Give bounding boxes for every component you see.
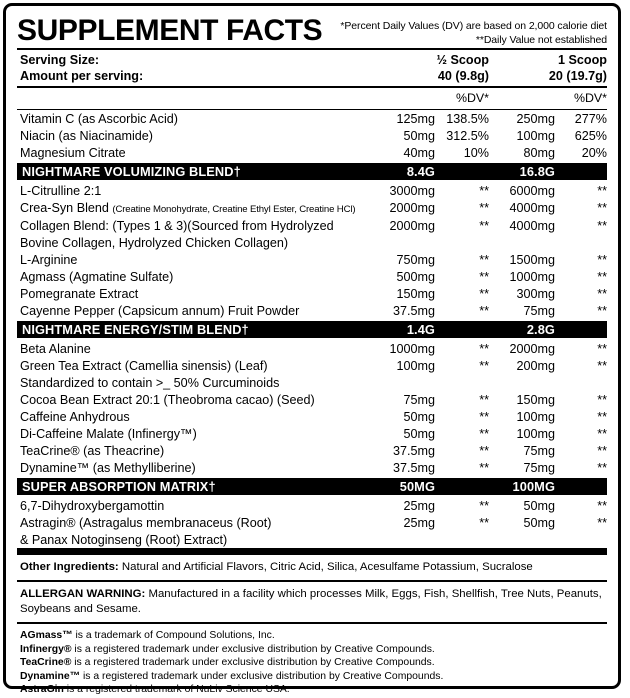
daily-value-disclaimer bbox=[340, 14, 607, 47]
panel-header bbox=[17, 6, 607, 48]
blend-0-item-2-continuation-text: Bovine Collagen, Hydrolyzed Chicken Collagen) bbox=[20, 235, 289, 250]
allergen-warning bbox=[17, 582, 607, 622]
blend-1-item-2-amount-b: 150mg bbox=[516, 392, 555, 407]
blend-0-item-3-name: L-Arginine bbox=[20, 252, 78, 267]
blend-1-item-1-continuation bbox=[17, 374, 607, 391]
blend-1-item-3-dv-a: ** bbox=[479, 409, 489, 424]
disclaimer-line-2: **Daily Value not established bbox=[475, 33, 607, 46]
blend-0-item-3-amount-b: 1500mg bbox=[509, 252, 555, 267]
nutrient-row-2-amount-a: 40mg bbox=[403, 145, 435, 160]
blend-0-item-2-amount-b: 4000mg bbox=[509, 218, 555, 233]
blend-total-b-2: 100MG bbox=[512, 479, 555, 494]
blend-2-item-0 bbox=[17, 497, 607, 514]
nutrient-row-1-amount-a: 50mg bbox=[403, 128, 435, 143]
blend-0-item-2-continuation bbox=[17, 234, 607, 251]
blend-0-item-6 bbox=[17, 302, 607, 319]
blend-2-item-0-dv-a: ** bbox=[479, 498, 489, 513]
blend-1-item-6-name: Dynamine™ (as Methylliberine) bbox=[20, 460, 196, 475]
blend-1-item-5-name: TeaCrine® (as Theacrine) bbox=[20, 443, 165, 458]
blend-0-item-4 bbox=[17, 268, 607, 285]
blend-0-item-6-amount-a: 37.5mg bbox=[392, 303, 435, 318]
nutrient-row-0-dv-a: 138.5% bbox=[446, 111, 489, 126]
dv-header-a: %DV* bbox=[455, 91, 489, 105]
blend-total-a-2: 50MG bbox=[399, 479, 435, 494]
allergen-warning-text: Manufactured in a facility which processes Milk, Eggs, Fish, Shellfish, Tree Nuts, Peanuts, Soybeans and Sesame. bbox=[20, 588, 602, 615]
trademark-name-3: Dynamine™ bbox=[20, 670, 81, 682]
blend-0-item-0-dv-b: ** bbox=[597, 183, 607, 198]
nutrient-row-1-name: Niacin (as Niacinamide) bbox=[20, 128, 153, 143]
blend-total-b-0: 16.8G bbox=[519, 164, 555, 179]
blend-title-1: NIGHTMARE ENERGY/STIM BLEND† bbox=[22, 322, 249, 337]
dv-header-b: %DV* bbox=[573, 91, 607, 105]
blend-0-item-1-name: Crea-Syn Blend (Creatine Monohydrate, Creatine Ethyl Ester, Creatine HCl) bbox=[20, 200, 356, 215]
trademark-text-0: is a trademark of Compound Solutions, Inc. bbox=[72, 630, 275, 641]
blend-0-item-2-dv-a: ** bbox=[479, 218, 489, 233]
serving-col-a-size: ½ Scoop bbox=[436, 53, 489, 67]
trademark-name-4: AstraGin bbox=[20, 684, 64, 696]
blend-1-item-6-amount-a: 37.5mg bbox=[392, 460, 435, 475]
blend-total-a-1: 1.4G bbox=[406, 322, 435, 337]
blend-0-item-0-amount-a: 3000mg bbox=[389, 183, 435, 198]
blend-1-item-4-name: Di-Caffeine Malate (Infinergy™) bbox=[20, 426, 197, 441]
blend-0-item-4-amount-b: 1000mg bbox=[509, 269, 555, 284]
blend-header-0 bbox=[17, 163, 607, 180]
blend-0-item-1-dv-a: ** bbox=[479, 200, 489, 215]
blend-0-item-3 bbox=[17, 251, 607, 268]
trademark-notice-0 bbox=[20, 629, 605, 643]
blend-2-item-0-amount-b: 50mg bbox=[523, 498, 555, 513]
trademark-text-1: is a registered trademark under exclusive distribution by Creative Compounds. bbox=[71, 643, 435, 655]
blend-0-item-4-name: Agmass (Agmatine Sulfate) bbox=[20, 269, 174, 284]
blend-1-item-2-amount-a: 75mg bbox=[403, 392, 435, 407]
blend-title-0: NIGHTMARE VOLUMIZING BLEND† bbox=[22, 164, 241, 179]
nutrient-row-0-amount-a: 125mg bbox=[396, 111, 435, 126]
blend-1-item-5 bbox=[17, 442, 607, 459]
blend-1-item-6-amount-b: 75mg bbox=[523, 460, 555, 475]
blend-1-item-3 bbox=[17, 408, 607, 425]
blend-0-item-3-amount-a: 750mg bbox=[396, 252, 435, 267]
blend-1-item-3-dv-b: ** bbox=[597, 409, 607, 424]
blend-1-item-3-amount-a: 50mg bbox=[403, 409, 435, 424]
blend-1-item-5-dv-a: ** bbox=[479, 443, 489, 458]
blend-0-item-5-dv-a: ** bbox=[479, 286, 489, 301]
blend-header-2 bbox=[17, 478, 607, 495]
blend-0-item-5-amount-b: 300mg bbox=[516, 286, 555, 301]
trademark-notice-3 bbox=[20, 670, 605, 684]
nutrient-row-0-name: Vitamin C (as Ascorbic Acid) bbox=[20, 111, 178, 126]
blend-1-item-0-amount-a: 1000mg bbox=[389, 341, 435, 356]
allergen-warning-label: ALLERGAN WARNING: bbox=[20, 588, 146, 600]
blend-1-item-1-continuation-text: Standardized to contain >_ 50% Curcuminoids bbox=[20, 375, 280, 390]
divider-thick-footer bbox=[17, 548, 607, 555]
trademark-notice-2 bbox=[20, 656, 605, 670]
blend-0-item-1-amount-a: 2000mg bbox=[389, 200, 435, 215]
blend-0-item-2-amount-a: 2000mg bbox=[389, 218, 435, 233]
nutrient-row-1-dv-a: 312.5% bbox=[446, 128, 489, 143]
blend-0-item-6-dv-b: ** bbox=[597, 303, 607, 318]
blend-1-item-5-amount-a: 37.5mg bbox=[392, 443, 435, 458]
blend-1-item-3-name: Caffeine Anhydrous bbox=[20, 409, 130, 424]
trademark-text-4: is a registered trademark of NuLiv Science USA. bbox=[63, 684, 290, 696]
blend-1-item-3-amount-b: 100mg bbox=[516, 409, 555, 424]
blend-1-item-4 bbox=[17, 425, 607, 442]
blend-0-item-6-amount-b: 75mg bbox=[523, 303, 555, 318]
blend-1-item-1-amount-a: 100mg bbox=[396, 358, 435, 373]
amount-per-serving-label: Amount per serving: bbox=[20, 68, 144, 83]
blend-2-item-0-dv-b: ** bbox=[597, 498, 607, 513]
other-ingredients bbox=[17, 555, 607, 580]
blend-2-item-1-continuation bbox=[17, 531, 607, 548]
blend-0-item-2-dv-b: ** bbox=[597, 218, 607, 233]
supplement-facts-panel bbox=[3, 3, 621, 696]
blend-0-item-0-dv-a: ** bbox=[479, 183, 489, 198]
blend-total-b-1: 2.8G bbox=[526, 322, 555, 337]
blend-1-item-5-amount-b: 75mg bbox=[523, 443, 555, 458]
blend-0-item-5 bbox=[17, 285, 607, 302]
blend-header-1 bbox=[17, 321, 607, 338]
blend-1-item-4-dv-b: ** bbox=[597, 426, 607, 441]
trademark-text-2: is a registered trademark under exclusive distribution by Creative Compounds. bbox=[71, 657, 435, 669]
trademark-text-3: is a registered trademark under exclusive distribution by Creative Compounds. bbox=[80, 670, 444, 682]
blend-1-item-1 bbox=[17, 357, 607, 374]
dv-header-row bbox=[17, 88, 607, 109]
blend-0-item-4-amount-a: 500mg bbox=[396, 269, 435, 284]
blend-1-item-5-dv-b: ** bbox=[597, 443, 607, 458]
nutrient-row-1 bbox=[17, 127, 607, 144]
blend-2-item-1-dv-a: ** bbox=[479, 515, 489, 530]
serving-size-label: Serving Size: bbox=[20, 53, 100, 67]
blend-2-item-1-amount-a: 25mg bbox=[403, 515, 435, 530]
blend-2-item-0-name: 6,7-Dihydroxybergamottin bbox=[20, 498, 165, 513]
blend-0-item-3-dv-b: ** bbox=[597, 252, 607, 267]
blend-0-item-1-amount-b: 4000mg bbox=[509, 200, 555, 215]
nutrient-row-2-amount-b: 80mg bbox=[523, 145, 555, 160]
blend-1-item-1-dv-b: ** bbox=[597, 358, 607, 373]
trademark-notice-4 bbox=[20, 683, 605, 697]
nutrient-row-0 bbox=[17, 110, 607, 127]
blend-0-item-4-dv-a: ** bbox=[479, 269, 489, 284]
blend-1-item-1-name: Green Tea Extract (Camellia sinensis) (Leaf) bbox=[20, 358, 268, 373]
blend-0-item-0-name: L-Citrulline 2:1 bbox=[20, 183, 102, 198]
blend-total-a-0: 8.4G bbox=[406, 164, 435, 179]
blend-1-item-6 bbox=[17, 459, 607, 476]
blend-1-item-0-name: Beta Alanine bbox=[20, 341, 91, 356]
blend-1-item-2-dv-b: ** bbox=[597, 392, 607, 407]
blend-0-item-0-amount-b: 6000mg bbox=[509, 183, 555, 198]
blend-1-item-4-amount-b: 100mg bbox=[516, 426, 555, 441]
blend-1-item-6-dv-a: ** bbox=[479, 460, 489, 475]
disclaimer-line-1: *Percent Daily Values (DV) are based on 2,000 calorie diet bbox=[340, 20, 607, 32]
nutrient-row-2 bbox=[17, 144, 607, 161]
page-title: SUPPLEMENT FACTS bbox=[17, 14, 323, 47]
nutrient-row-2-name: Magnesium Citrate bbox=[20, 145, 126, 160]
blend-2-item-0-amount-a: 25mg bbox=[403, 498, 435, 513]
blend-1-item-1-dv-a: ** bbox=[479, 358, 489, 373]
blend-2-item-1-continuation-text: & Panax Notoginseng (Root) Extract) bbox=[20, 532, 228, 547]
blend-0-item-5-dv-b: ** bbox=[597, 286, 607, 301]
blend-0-item-1-subtext: (Creatine Monohydrate, Creatine Ethyl Ester, Creatine HCl) bbox=[112, 203, 356, 215]
blend-1-item-0 bbox=[17, 340, 607, 357]
blend-0-item-3-dv-a: ** bbox=[479, 252, 489, 267]
blend-0-item-1-dv-b: ** bbox=[597, 200, 607, 215]
blend-1-item-4-dv-a: ** bbox=[479, 426, 489, 441]
trademark-notices bbox=[17, 624, 607, 697]
trademark-notice-1 bbox=[20, 643, 605, 657]
blend-title-2: SUPER ABSORPTION MATRIX† bbox=[22, 479, 216, 494]
blend-0-item-6-name: Cayenne Pepper (Capsicum annum) Fruit Powder bbox=[20, 303, 300, 318]
blend-0-item-2 bbox=[17, 217, 607, 234]
blend-0-item-5-amount-a: 150mg bbox=[396, 286, 435, 301]
blend-1-item-2-dv-a: ** bbox=[479, 392, 489, 407]
blend-2-item-1-name: Astragin® (Astragalus membranaceus (Root) bbox=[20, 515, 272, 530]
serving-col-a-count: 40 (9.8g) bbox=[437, 68, 489, 83]
nutrient-row-2-dv-a: 10% bbox=[463, 145, 489, 160]
nutrient-row-1-amount-b: 100mg bbox=[516, 128, 555, 143]
blend-0-item-2-name: Collagen Blend: (Types 1 & 3)(Sourced from Hydrolyzed bbox=[20, 218, 334, 233]
serving-info bbox=[17, 50, 607, 86]
blend-1-item-6-dv-b: ** bbox=[597, 460, 607, 475]
trademark-name-2: TeaCrine® bbox=[20, 657, 72, 669]
blend-2-item-1-dv-b: ** bbox=[597, 515, 607, 530]
nutrient-row-0-amount-b: 250mg bbox=[516, 111, 555, 126]
serving-col-b-size: 1 Scoop bbox=[558, 53, 607, 67]
blend-2-item-1 bbox=[17, 514, 607, 531]
nutrient-list bbox=[17, 110, 607, 161]
blend-0-item-4-dv-b: ** bbox=[597, 269, 607, 284]
blend-0-item-1 bbox=[17, 199, 607, 217]
blend-0-item-5-name: Pomegranate Extract bbox=[20, 286, 139, 301]
other-ingredients-text: Natural and Artificial Flavors, Citric Acid, Silica, Acesulfame Potassium, Sucralose bbox=[118, 561, 533, 573]
blend-1-item-0-dv-b: ** bbox=[597, 341, 607, 356]
trademark-name-0: AGmass™ bbox=[20, 630, 73, 641]
trademark-name-1: Infinergy® bbox=[20, 643, 72, 655]
nutrient-row-0-dv-b: 277% bbox=[574, 111, 607, 126]
blend-sections bbox=[17, 163, 607, 548]
blend-0-item-0 bbox=[17, 182, 607, 199]
blend-1-item-2-name: Cocoa Bean Extract 20:1 (Theobroma cacao) (Seed) bbox=[20, 392, 315, 407]
serving-col-b-count: 20 (19.7g) bbox=[548, 68, 607, 83]
blend-0-item-6-dv-a: ** bbox=[479, 303, 489, 318]
nutrient-row-2-dv-b: 20% bbox=[581, 145, 607, 160]
other-ingredients-label: Other Ingredients: bbox=[20, 561, 119, 573]
blend-1-item-0-dv-a: ** bbox=[479, 341, 489, 356]
nutrient-row-1-dv-b: 625% bbox=[574, 128, 607, 143]
blend-2-item-1-amount-b: 50mg bbox=[523, 515, 555, 530]
blend-1-item-4-amount-a: 50mg bbox=[403, 426, 435, 441]
blend-1-item-2 bbox=[17, 391, 607, 408]
blend-1-item-0-amount-b: 2000mg bbox=[509, 341, 555, 356]
blend-1-item-1-amount-b: 200mg bbox=[516, 358, 555, 373]
